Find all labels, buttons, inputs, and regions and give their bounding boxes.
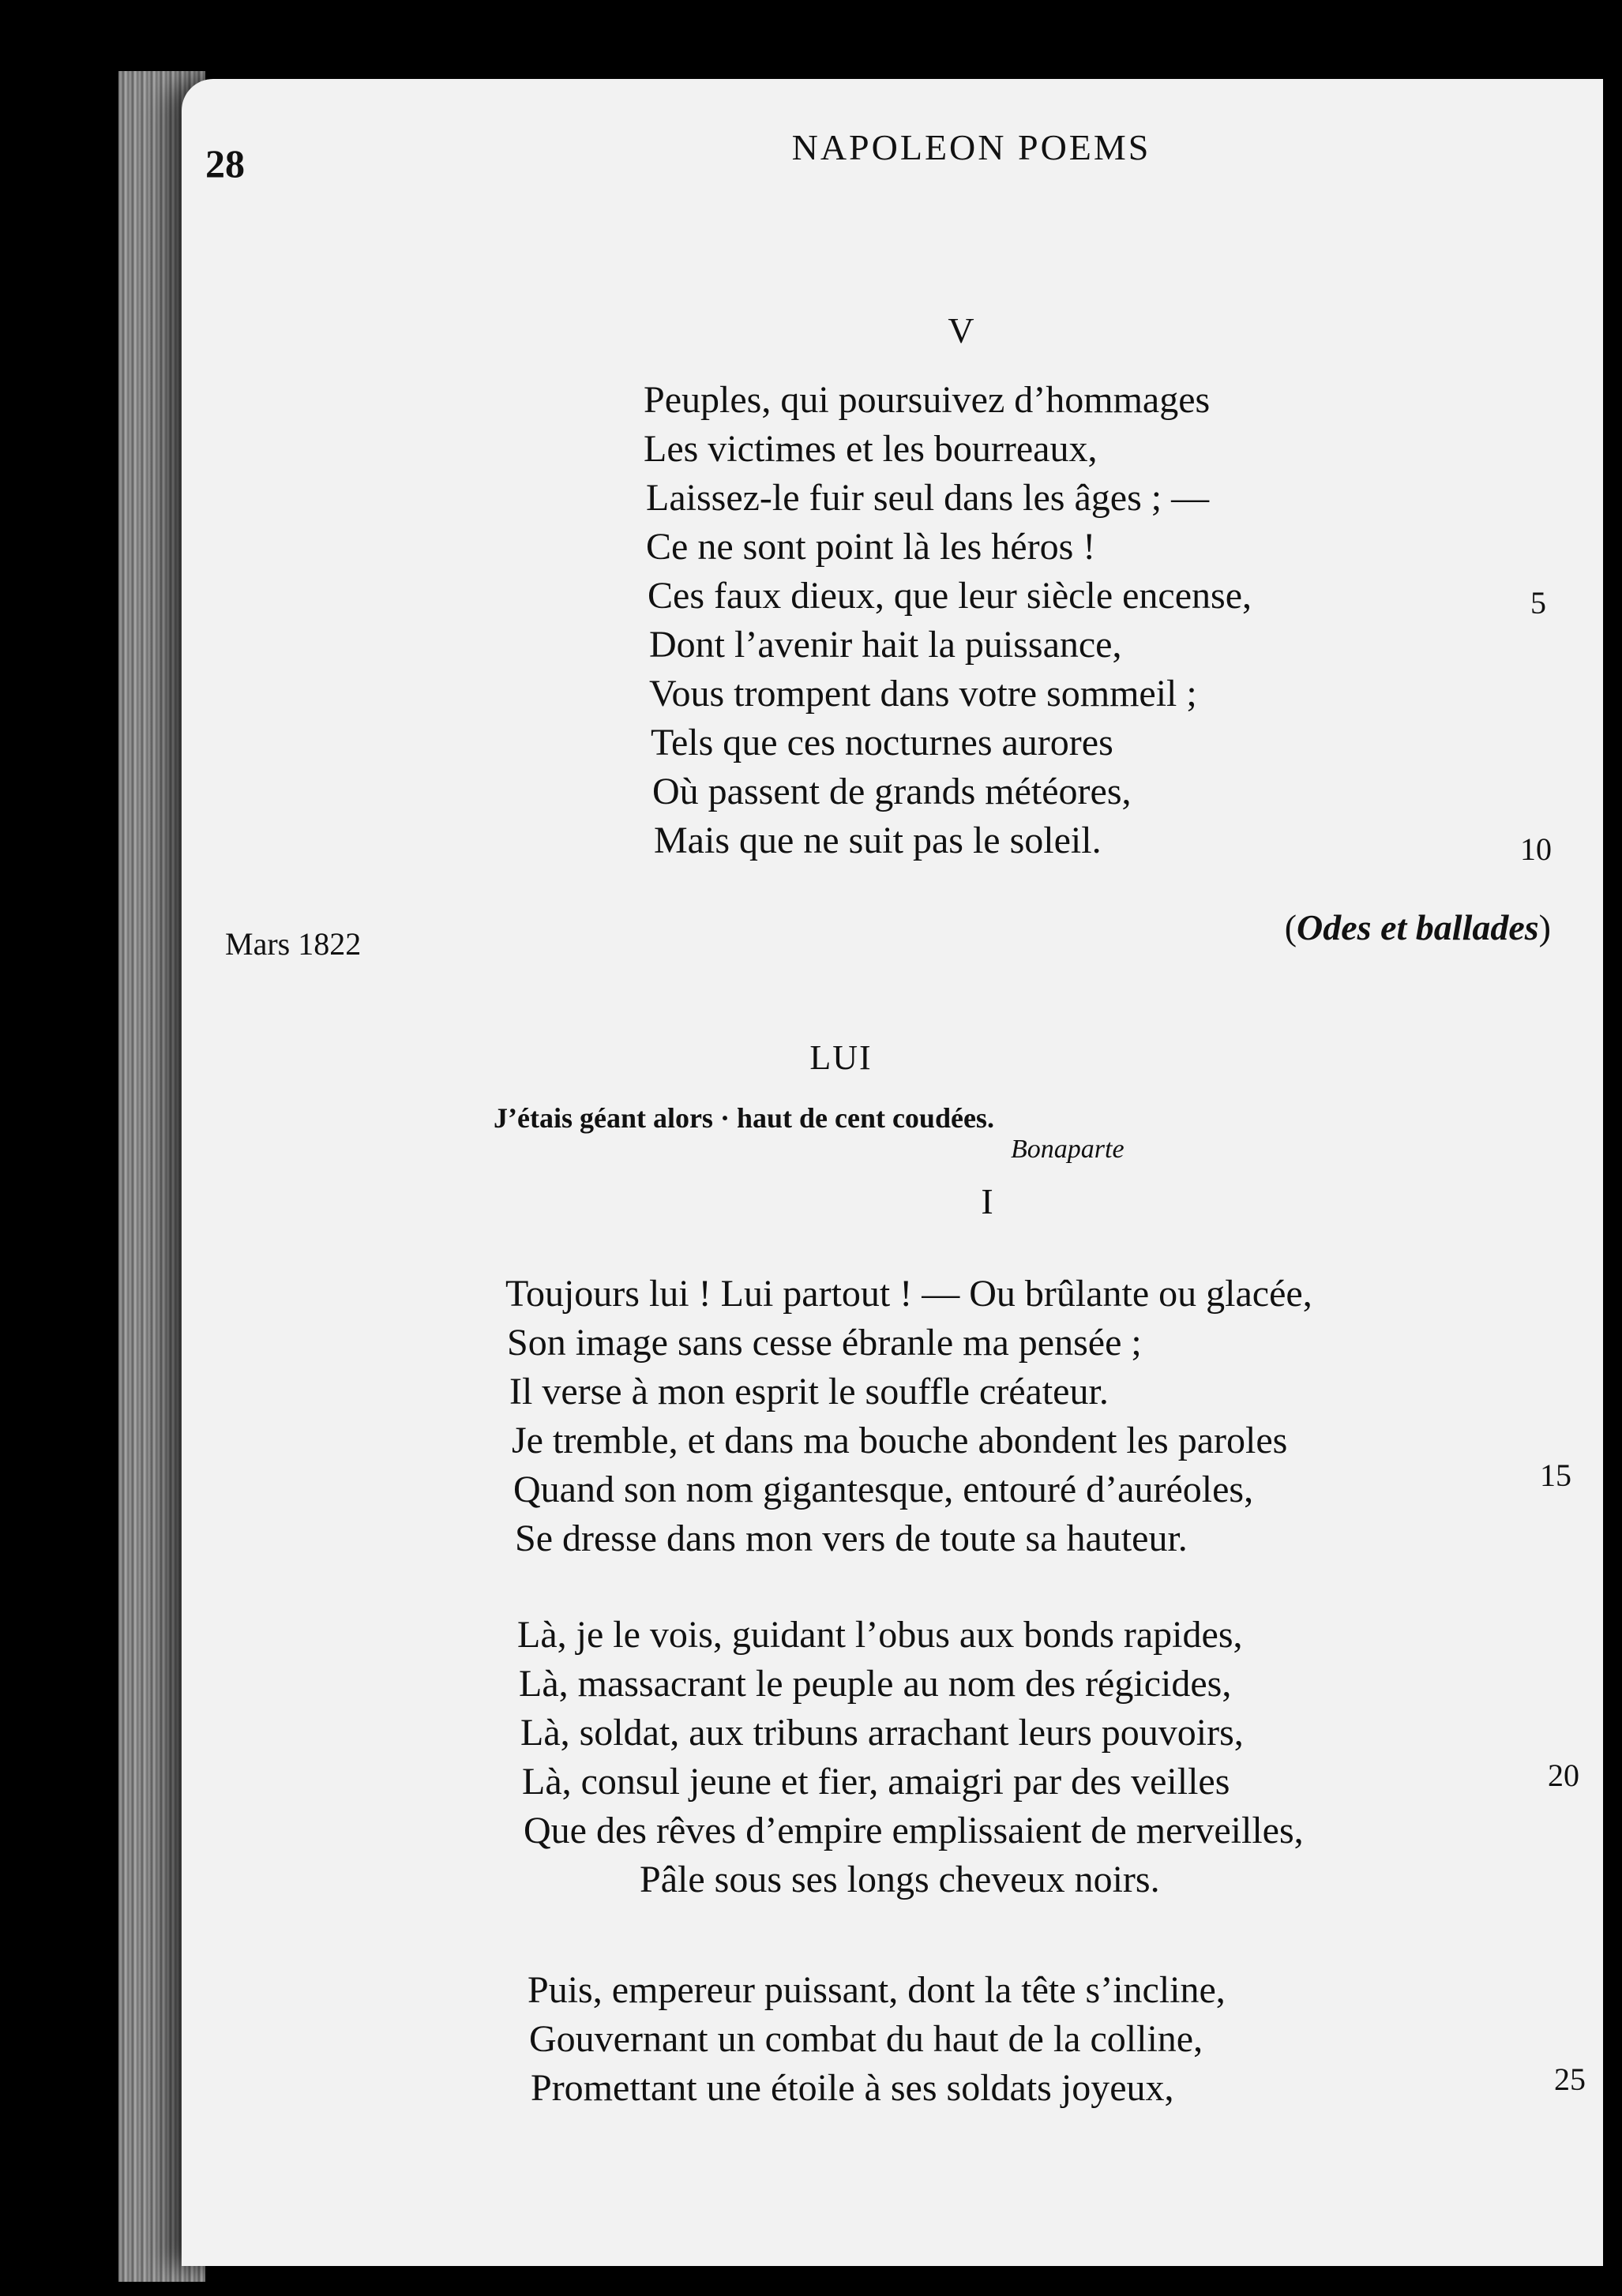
line-number: 20 — [1548, 1758, 1579, 1793]
poem-line: Là, consul jeune et fier, amaigri par des veilles — [522, 1761, 1230, 1803]
poem-line: Ce ne sont point là les héros ! — [646, 526, 1096, 568]
book-page — [182, 79, 1603, 2266]
poem-line: Là, soldat, aux tribuns arrachant leurs pouvoirs, — [520, 1712, 1244, 1754]
section-heading-i: I — [981, 1181, 993, 1221]
poem-line: Laissez-le fuir seul dans les âges ; — — [646, 477, 1210, 519]
poem-line: Puis, empereur puissant, dont la tête s’incline, — [528, 1969, 1226, 2011]
source-citation — [1285, 906, 1551, 948]
poem-line: Tels que ces nocturnes aurores — [651, 722, 1113, 763]
line-number: 5 — [1530, 585, 1546, 621]
poem-line: Toujours lui ! Lui partout ! — Ou brûlante ou glacée, — [505, 1273, 1312, 1315]
poem-line: Là, massacrant le peuple au nom des régicides, — [519, 1663, 1232, 1705]
poem-line: Quand son nom gigantesque, entouré d’auréoles, — [513, 1469, 1254, 1510]
poem-line: Promettant une étoile à ses soldats joyeux, — [531, 2067, 1174, 2109]
line-number: 25 — [1554, 2062, 1586, 2097]
line-number: 15 — [1540, 1458, 1571, 1493]
poem-line: Que des rêves d’empire emplissaient de merveilles, — [524, 1810, 1304, 1851]
epigraph-attribution: Bonaparte — [1011, 1135, 1125, 1164]
section-heading-v: V — [948, 310, 974, 351]
source-paren-close: ) — [1538, 907, 1551, 947]
poem-line: Peuples, qui poursuivez d’hommages — [644, 379, 1211, 421]
running-head: NAPOLEON POEMS — [791, 127, 1151, 167]
poem-line: Les victimes et les bourreaux, — [644, 428, 1098, 470]
poem-title: LUI — [809, 1038, 873, 1077]
poem-line: Mais que ne suit pas le soleil. — [654, 820, 1102, 861]
poem-line: Pâle sous ses longs cheveux noirs. — [640, 1859, 1160, 1900]
source-paren-open: ( — [1284, 907, 1297, 947]
poem-line: Dont l’avenir hait la puissance, — [649, 624, 1122, 666]
poem-line: Son image sans cesse ébranle ma pensée ; — [507, 1322, 1142, 1364]
poem-line: Je tremble, et dans ma bouche abondent les paroles — [512, 1420, 1288, 1461]
page-number: 28 — [205, 141, 245, 186]
line-number: 10 — [1520, 831, 1552, 867]
poem-line: Se dresse dans mon vers de toute sa hauteur. — [515, 1518, 1188, 1559]
source-title: Odes et ballades — [1297, 907, 1539, 947]
poem-line: Où passent de grands météores, — [652, 771, 1132, 812]
poem-line: Ces faux dieux, que leur siècle encense, — [648, 575, 1252, 617]
poem-line: Vous trompent dans votre sommeil ; — [649, 673, 1197, 715]
poem-line: Là, je le vois, guidant l’obus aux bonds rapides, — [517, 1614, 1243, 1656]
poem-line: Il verse à mon esprit le souffle créateur. — [509, 1371, 1109, 1412]
poem-date: Mars 1822 — [225, 926, 362, 962]
poem-line: Gouvernant un combat du haut de la colline, — [529, 2018, 1203, 2060]
epigraph: J’étais géant alors · haut de cent coudées. — [494, 1102, 994, 1134]
